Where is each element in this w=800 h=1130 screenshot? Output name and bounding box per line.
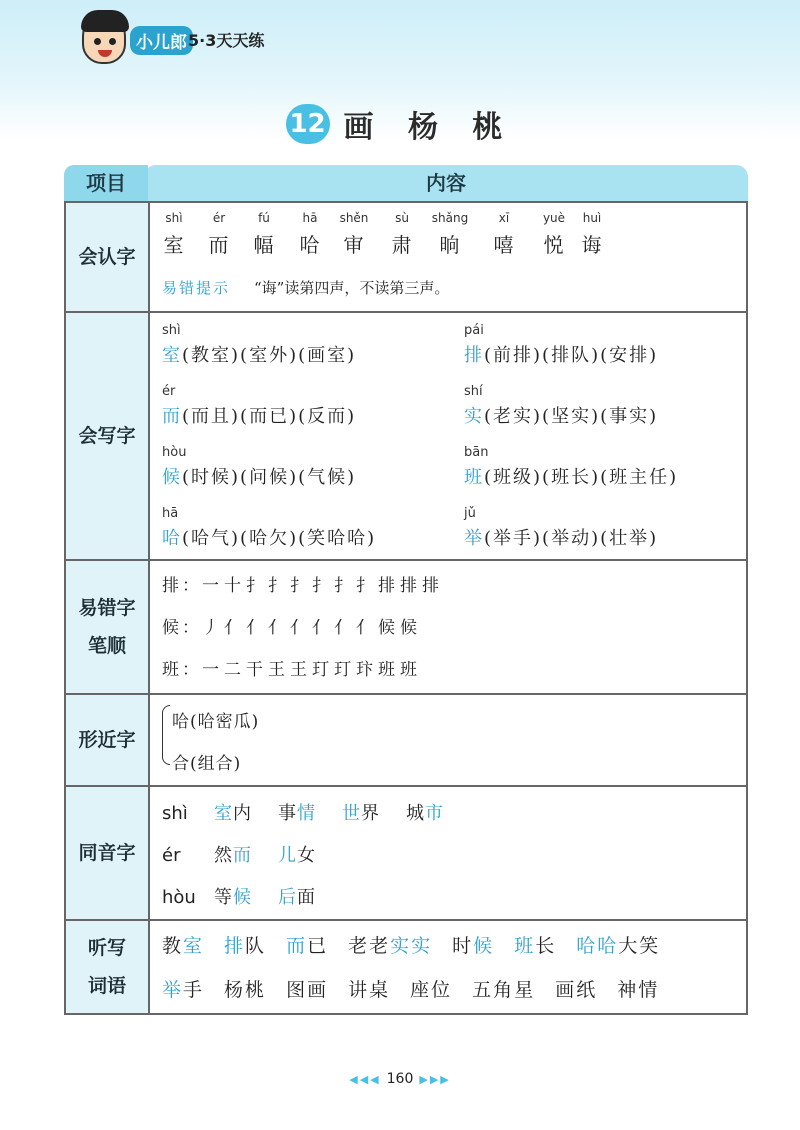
- dictation-cell: [162, 921, 738, 1013]
- brand-name: 小儿郎: [130, 26, 193, 55]
- lesson-number-badge: 12: [286, 104, 330, 144]
- word-rest: 面: [297, 887, 316, 908]
- similar-line: 哈(哈密瓜): [172, 712, 260, 732]
- dictation-word: [162, 935, 204, 957]
- stroke-step: 班: [378, 660, 398, 680]
- stroke-step: 班: [400, 660, 420, 680]
- row-dictation: [64, 921, 748, 1015]
- stroke-step: 亻: [334, 618, 354, 638]
- hanzi: 肃: [391, 233, 413, 257]
- pinyin: jǔ: [464, 506, 476, 521]
- homophone-word: [214, 803, 252, 824]
- dictation-char: 角: [493, 979, 515, 1001]
- write-line: [162, 402, 452, 428]
- row-label: 会认字: [66, 203, 150, 311]
- stroke-step: 扌: [356, 576, 376, 596]
- hanzi: 而: [208, 233, 230, 257]
- highlight-char: 儿: [278, 845, 297, 866]
- dictation-char: 队: [245, 935, 267, 957]
- dictation-char: 班: [514, 935, 536, 957]
- pinyin: ér: [162, 384, 176, 399]
- write-line: [162, 463, 452, 489]
- dictation-char: 室: [183, 935, 205, 957]
- dictation-char: 纸: [576, 979, 598, 1001]
- stroke-step: 王: [268, 660, 288, 680]
- homophone-word: [278, 803, 316, 824]
- highlight-char: 事: [278, 803, 297, 824]
- dictation-word: [286, 979, 328, 1001]
- mascot-eye-right: [109, 38, 116, 45]
- row-label: 会写字: [66, 313, 150, 559]
- lesson-title: [0, 102, 800, 146]
- series-name: 5·3天天练: [188, 31, 265, 50]
- homophone-line: [162, 799, 470, 825]
- dictation-char: 杨: [224, 979, 246, 1001]
- stroke-order-line: [162, 655, 422, 680]
- mascot-mouth: [98, 50, 112, 57]
- pinyin: hā: [302, 211, 318, 225]
- write-entry: [162, 384, 452, 428]
- pinyin: bān: [464, 445, 489, 460]
- target-char: 排: [464, 345, 484, 366]
- pinyin: ér: [212, 211, 226, 225]
- label-line: 易错字: [78, 597, 136, 619]
- dictation-char: 实: [390, 935, 412, 957]
- target-char: 举: [464, 528, 484, 549]
- dictation-char: 哈: [576, 935, 598, 957]
- word-rest: 界: [361, 803, 380, 824]
- highlight-char: 城: [406, 803, 425, 824]
- stroke-step: 排: [378, 576, 398, 596]
- write-entry: [162, 323, 452, 367]
- pinyin: shì: [165, 211, 183, 225]
- header-content: 内容: [144, 165, 748, 201]
- dictation-word: [162, 979, 204, 1001]
- dictation-word: [514, 935, 556, 957]
- stroke-char: 候：: [162, 618, 202, 638]
- hanzi: 悦: [543, 233, 565, 257]
- word-list: (前排)(排队)(安排): [484, 345, 659, 366]
- stroke-step: 扌: [312, 576, 332, 596]
- stroke-step: 玎: [334, 660, 354, 680]
- dictation-char: 图: [286, 979, 308, 1001]
- dictation-char: 星: [514, 979, 536, 1001]
- page-footer: [0, 1071, 800, 1087]
- dictation-char: 位: [431, 979, 453, 1001]
- recognize-cell: [162, 203, 738, 311]
- word-list: (而且)(而已)(反而): [182, 406, 357, 427]
- row-label: [66, 921, 150, 1013]
- tip-tag: 易错提示: [162, 279, 231, 297]
- homophone-cell: [162, 787, 738, 919]
- row-label: [66, 561, 150, 693]
- stroke-step: 亻: [268, 618, 288, 638]
- hanzi: 嘻: [493, 233, 515, 257]
- label-line: 词语: [87, 975, 126, 997]
- pinyin: shěn: [339, 211, 369, 225]
- word-list: (老实)(坚实)(事实): [484, 406, 659, 427]
- homophone-word: [278, 845, 316, 866]
- homophone-word: [406, 803, 444, 824]
- stroke-step: 王: [290, 660, 310, 680]
- stroke-char: 排：: [162, 576, 202, 596]
- stroke-char: 班：: [162, 660, 202, 680]
- brace-icon: [162, 705, 170, 765]
- dictation-char: 排: [224, 935, 246, 957]
- hanzi: 审: [343, 233, 365, 257]
- stroke-step: 十: [224, 576, 244, 596]
- stroke-order-line: [162, 613, 422, 638]
- pinyin: shì: [162, 323, 181, 338]
- char-with-pinyin: [426, 211, 474, 258]
- word-rest: 情: [297, 803, 316, 824]
- highlight-char: 然: [214, 845, 233, 866]
- stroke-step: 亻: [356, 618, 376, 638]
- row-recognize: [64, 201, 748, 313]
- row-strokes: [64, 561, 748, 695]
- write-entry: [464, 384, 754, 428]
- stroke-step: 丿: [202, 618, 222, 638]
- stroke-step: 排: [422, 576, 442, 596]
- stroke-step: 扌: [334, 576, 354, 596]
- homophone-word: [342, 803, 380, 824]
- char-with-pinyin: [330, 211, 378, 258]
- dictation-char: 座: [410, 979, 432, 1001]
- dictation-word: [224, 935, 266, 957]
- word-list: (教室)(室外)(画室): [182, 345, 357, 366]
- stroke-step: 扌: [246, 576, 266, 596]
- label-line: 笔顺: [87, 635, 126, 657]
- pinyin: hòu: [162, 445, 187, 460]
- pinyin: pái: [464, 323, 484, 338]
- strokes-cell: [162, 561, 738, 693]
- dictation-word: [286, 935, 328, 957]
- similar-cell: [162, 695, 738, 785]
- dictation-word: [348, 979, 390, 1001]
- stroke-step: 二: [224, 660, 244, 680]
- write-line: [464, 463, 754, 489]
- label-line: 听写: [87, 937, 126, 959]
- word-rest: 女: [297, 845, 316, 866]
- hanzi: 室: [163, 233, 185, 257]
- highlight-char: 室: [214, 803, 233, 824]
- target-char: 室: [162, 345, 182, 366]
- page-number: 160: [386, 1071, 414, 1087]
- pinyin: sù: [395, 211, 409, 225]
- homophone-line: [162, 883, 342, 909]
- dictation-word: [576, 935, 660, 957]
- hanzi: 哈: [299, 233, 321, 257]
- dictation-char: 而: [286, 935, 308, 957]
- pinyin: fú: [258, 211, 270, 225]
- dictation-word: [452, 935, 494, 957]
- tip: [162, 277, 449, 298]
- write-entry: [464, 506, 754, 550]
- target-char: 而: [162, 406, 182, 427]
- word-rest: 市: [425, 803, 444, 824]
- write-line: [464, 524, 754, 550]
- write-cell: [162, 313, 738, 559]
- target-char: 班: [464, 467, 484, 488]
- word-rest: 候: [233, 887, 252, 908]
- mascot-hair: [81, 10, 129, 32]
- dictation-char: 时: [452, 935, 474, 957]
- word-list: (时候)(问候)(气候): [182, 467, 357, 488]
- pinyin: yuè: [542, 211, 566, 225]
- target-char: 哈: [162, 528, 182, 549]
- dictation-char: 五: [472, 979, 494, 1001]
- stroke-step: 扌: [290, 576, 310, 596]
- word-list: (班级)(班长)(班主任): [484, 467, 679, 488]
- homophone-word: [278, 887, 316, 908]
- write-entry: [464, 445, 754, 489]
- dictation-char: 情: [638, 979, 660, 1001]
- stroke-step: 亻: [290, 618, 310, 638]
- target-char: 候: [162, 467, 182, 488]
- stroke-step: 干: [246, 660, 266, 680]
- dictation-char: 已: [307, 935, 329, 957]
- table-header: [64, 165, 748, 201]
- dictation-char: 大: [618, 935, 640, 957]
- pinyin: huì: [582, 211, 602, 225]
- write-entry: [162, 445, 452, 489]
- write-entry: [162, 506, 452, 550]
- word-list: (举手)(举动)(壮举): [484, 528, 659, 549]
- dictation-char: 神: [617, 979, 639, 1001]
- row-similar: [64, 695, 748, 787]
- right-arrows-icon: ▶▶▶: [419, 1073, 451, 1086]
- write-line: [162, 341, 452, 367]
- pinyin: shǎng: [431, 211, 469, 225]
- stroke-step: 一: [202, 576, 222, 596]
- dictation-char: 举: [162, 979, 184, 1001]
- target-char: 实: [464, 406, 484, 427]
- tip-text: “诲”读第四声，不读第三声。: [254, 279, 450, 297]
- mascot-eye-left: [94, 38, 101, 45]
- char-with-pinyin: [240, 211, 288, 258]
- dictation-char: 教: [162, 935, 184, 957]
- homophone-line: [162, 841, 342, 867]
- stroke-step: 候: [378, 618, 398, 638]
- dictation-char: 画: [555, 979, 577, 1001]
- dictation-word: [410, 979, 452, 1001]
- pinyin: xī: [498, 211, 510, 225]
- word-rest: 内: [233, 803, 252, 824]
- dictation-line: [162, 931, 680, 958]
- pinyin: ér: [162, 845, 181, 866]
- stroke-step: 扌: [268, 576, 288, 596]
- write-line: [162, 524, 452, 550]
- row-write: [64, 313, 748, 561]
- stroke-order-line: [162, 571, 444, 596]
- dictation-word: [555, 979, 597, 1001]
- highlight-char: 世: [342, 803, 361, 824]
- homophone-word: [214, 845, 252, 866]
- pinyin: shí: [464, 384, 483, 399]
- summary-table: [64, 165, 748, 1015]
- mascot-logo: [82, 14, 126, 64]
- pinyin: shì: [162, 803, 188, 824]
- stroke-step: 玣: [356, 660, 376, 680]
- char-with-pinyin: [480, 211, 528, 258]
- write-line: [464, 402, 754, 428]
- highlight-char: 后: [278, 887, 297, 908]
- stroke-step: 亻: [224, 618, 244, 638]
- lesson-name: 画 杨 桃: [343, 110, 515, 145]
- hanzi: 诲: [581, 233, 603, 257]
- left-arrows-icon: ◀◀◀: [349, 1073, 381, 1086]
- row-homophone: [64, 787, 748, 921]
- char-with-pinyin: [195, 211, 243, 258]
- dictation-char: 手: [183, 979, 205, 1001]
- dictation-char: 实: [411, 935, 433, 957]
- dictation-char: 画: [307, 979, 329, 1001]
- stroke-step: 一: [202, 660, 222, 680]
- stroke-step: 排: [400, 576, 420, 596]
- dictation-word: [224, 979, 266, 1001]
- header-item: 项目: [64, 165, 148, 201]
- char-with-pinyin: [286, 211, 334, 258]
- pinyin: hòu: [162, 887, 196, 908]
- dictation-word: [617, 979, 659, 1001]
- dictation-char: 桃: [245, 979, 267, 1001]
- hanzi: 晌: [439, 233, 461, 257]
- dictation-line: [162, 975, 679, 1002]
- stroke-step: 玎: [312, 660, 332, 680]
- dictation-char: 老: [369, 935, 391, 957]
- stroke-step: 亻: [246, 618, 266, 638]
- pinyin: hā: [162, 506, 179, 521]
- dictation-char: 笑: [639, 935, 661, 957]
- write-entry: [464, 323, 754, 367]
- dictation-char: 候: [473, 935, 495, 957]
- dictation-char: 桌: [369, 979, 391, 1001]
- dictation-char: 长: [535, 935, 557, 957]
- dictation-word: [472, 979, 535, 1001]
- row-label: 形近字: [66, 695, 150, 785]
- dictation-word: [348, 935, 432, 957]
- stroke-step: 亻: [312, 618, 332, 638]
- write-line: [464, 341, 754, 367]
- char-with-pinyin: [378, 211, 426, 258]
- word-rest: 而: [233, 845, 252, 866]
- hanzi: 幅: [253, 233, 275, 257]
- char-with-pinyin: [568, 211, 616, 258]
- highlight-char: 等: [214, 887, 233, 908]
- dictation-char: 哈: [597, 935, 619, 957]
- similar-line: 合(组合): [172, 754, 242, 774]
- dictation-char: 老: [348, 935, 370, 957]
- word-list: (哈气)(哈欠)(笑哈哈): [182, 528, 377, 549]
- homophone-word: [214, 887, 252, 908]
- row-label: 同音字: [66, 787, 150, 919]
- char-with-pinyin: [150, 211, 198, 258]
- dictation-char: 讲: [348, 979, 370, 1001]
- stroke-step: 候: [400, 618, 420, 638]
